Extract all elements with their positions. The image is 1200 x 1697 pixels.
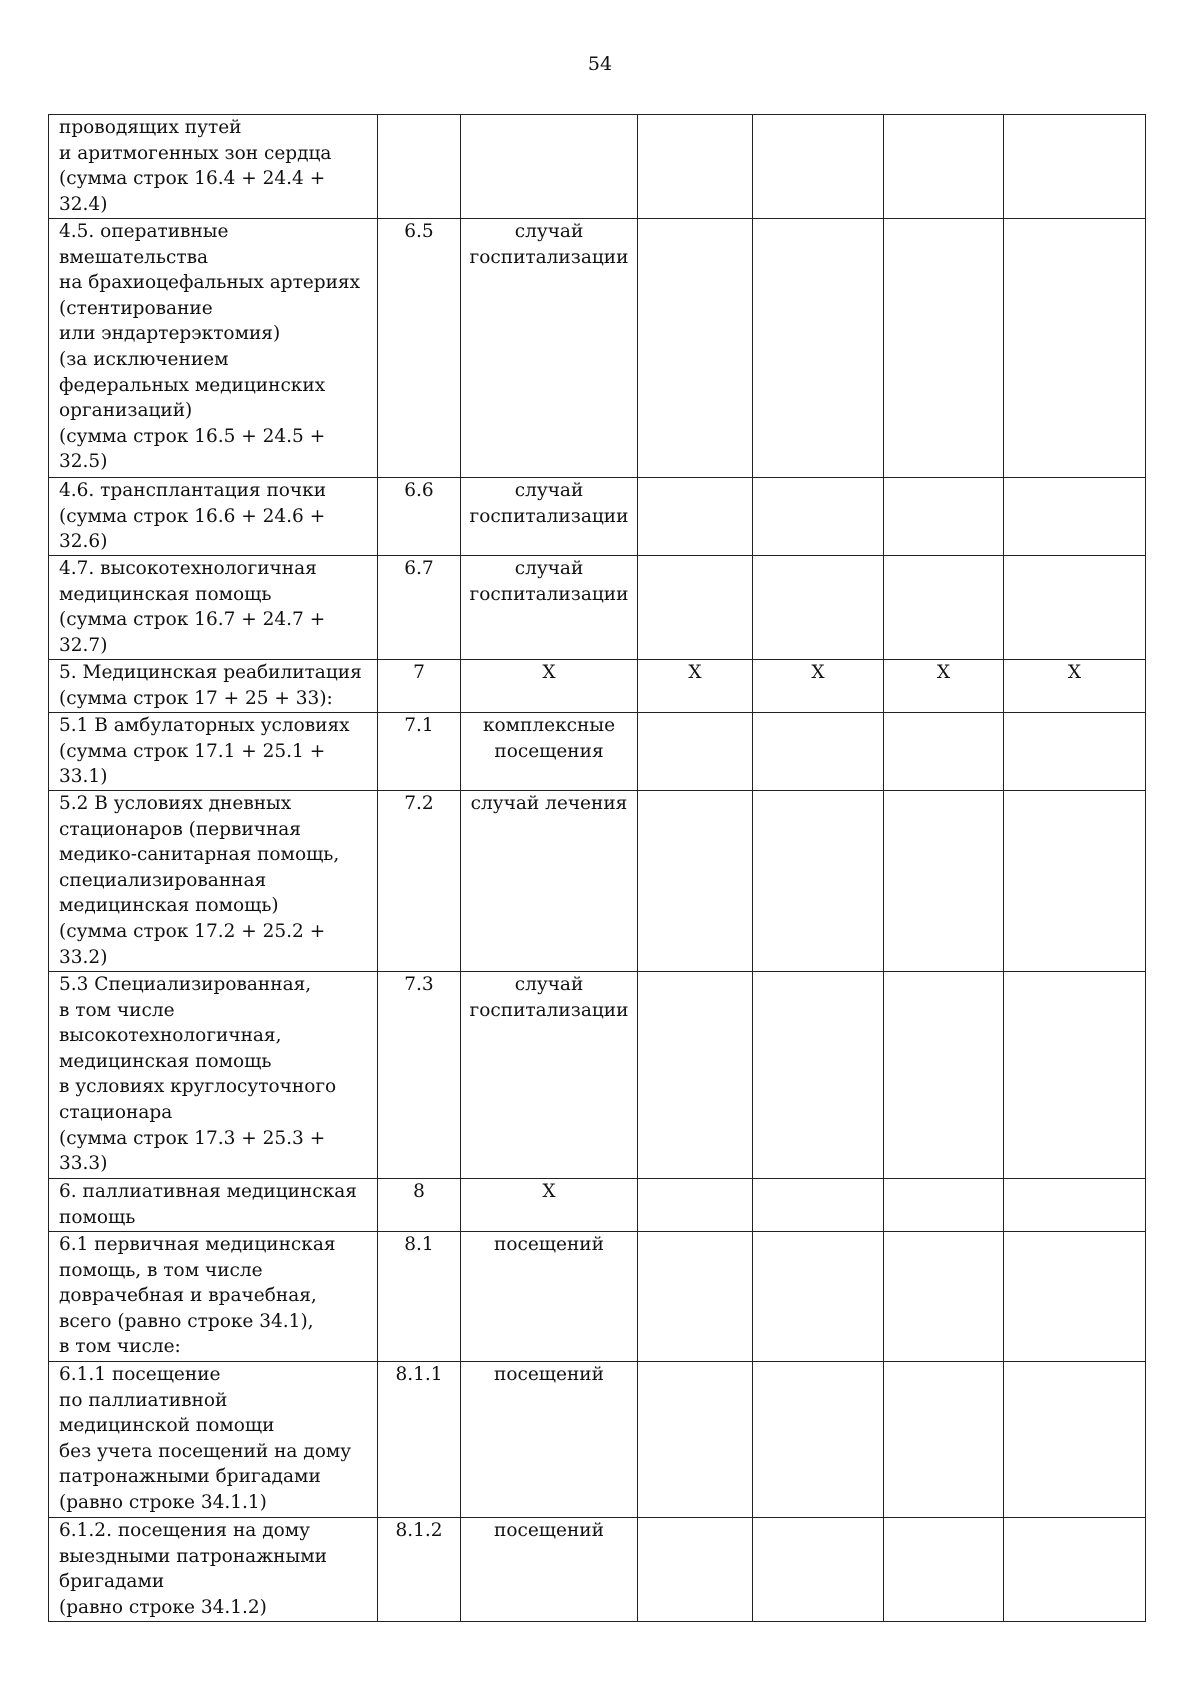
table-row [49, 1518, 1146, 1622]
row-name-cell: 6.1.2. посещения на дому выездными патронажными бригадами (равно строке 34.1.2) [49, 1518, 378, 1622]
row-name-cell: проводящих путей и аритмогенных зон сердца (сумма строк 16.4 + 24.4 + 32.4) [49, 115, 378, 219]
value-cell [638, 791, 753, 972]
value-cell [1004, 1362, 1146, 1518]
value-cell [753, 713, 884, 791]
table-row [49, 791, 1146, 972]
unit-cell: Х [461, 1179, 638, 1232]
value-cell [1004, 1518, 1146, 1622]
value-cell [753, 1362, 884, 1518]
table-row [49, 713, 1146, 791]
row-number-cell: 8.1.1 [378, 1362, 461, 1518]
row-name-cell: 4.5. оперативные вмешательства на брахиоцефальных артериях (стентирование или эндартерэктомия) (за исключением федеральных медицинских организаций) (сумма строк 16.5 + 24.5 + 32.5) [49, 219, 378, 478]
unit-cell: случай госпитализации [461, 972, 638, 1179]
table-row [49, 219, 1146, 478]
table-row [49, 556, 1146, 660]
unit-cell [461, 115, 638, 219]
table-row [49, 1362, 1146, 1518]
value-cell [638, 1362, 753, 1518]
value-cell [753, 219, 884, 478]
row-number-cell [378, 115, 461, 219]
value-cell [884, 972, 1004, 1179]
value-cell: Х [638, 660, 753, 713]
value-cell [1004, 478, 1146, 556]
value-cell [753, 972, 884, 1179]
row-name-cell: 5.3 Специализированная, в том числе высокотехнологичная, медицинская помощь в условиях круглосуточного стационара (сумма строк 17.3 + 25.3 + 33.3) [49, 972, 378, 1179]
table-row [49, 115, 1146, 219]
value-cell [753, 478, 884, 556]
row-name-cell: 6. паллиативная медицинская помощь [49, 1179, 378, 1232]
value-cell [1004, 791, 1146, 972]
value-cell [1004, 1179, 1146, 1232]
value-cell [884, 115, 1004, 219]
value-cell [1004, 713, 1146, 791]
value-cell [1004, 219, 1146, 478]
value-cell [753, 556, 884, 660]
value-cell: Х [884, 660, 1004, 713]
value-cell [884, 1362, 1004, 1518]
value-cell [884, 1232, 1004, 1362]
unit-cell: случай госпитализации [461, 556, 638, 660]
unit-cell: посещений [461, 1232, 638, 1362]
value-cell [638, 115, 753, 219]
value-cell [1004, 1232, 1146, 1362]
value-cell [753, 115, 884, 219]
value-cell [638, 1518, 753, 1622]
value-cell [884, 1179, 1004, 1232]
value-cell [884, 713, 1004, 791]
value-cell [884, 219, 1004, 478]
value-cell [753, 1232, 884, 1362]
unit-cell: Х [461, 660, 638, 713]
value-cell [638, 972, 753, 1179]
row-number-cell: 6.7 [378, 556, 461, 660]
value-cell [638, 219, 753, 478]
table-row [49, 1232, 1146, 1362]
indicators-table [48, 114, 1146, 1622]
value-cell [753, 1518, 884, 1622]
value-cell [884, 791, 1004, 972]
value-cell [1004, 115, 1146, 219]
row-number-cell: 7.3 [378, 972, 461, 1179]
row-name-cell: 6.1 первичная медицинская помощь, в том числе доврачебная и врачебная, всего (равно строке 34.1), в том числе: [49, 1232, 378, 1362]
row-number-cell: 8.1 [378, 1232, 461, 1362]
value-cell [753, 791, 884, 972]
unit-cell: случай госпитализации [461, 478, 638, 556]
value-cell [1004, 556, 1146, 660]
value-cell [638, 713, 753, 791]
row-name-cell: 5.1 В амбулаторных условиях (сумма строк 17.1 + 25.1 + 33.1) [49, 713, 378, 791]
row-name-cell: 5. Медицинская реабилитация (сумма строк 17 + 25 + 33): [49, 660, 378, 713]
row-number-cell: 6.5 [378, 219, 461, 478]
value-cell [1004, 972, 1146, 1179]
table-row [49, 972, 1146, 1179]
row-number-cell: 6.6 [378, 478, 461, 556]
row-number-cell: 7.1 [378, 713, 461, 791]
value-cell [638, 556, 753, 660]
value-cell: Х [1004, 660, 1146, 713]
table-row [49, 478, 1146, 556]
unit-cell: посещений [461, 1518, 638, 1622]
value-cell: Х [753, 660, 884, 713]
unit-cell: посещений [461, 1362, 638, 1518]
value-cell [753, 1179, 884, 1232]
row-number-cell: 7 [378, 660, 461, 713]
row-number-cell: 7.2 [378, 791, 461, 972]
value-cell [884, 1518, 1004, 1622]
row-name-cell: 6.1.1 посещение по паллиативной медицинской помощи без учета посещений на дому патронажными бригадами (равно строке 34.1.1) [49, 1362, 378, 1518]
value-cell [638, 1179, 753, 1232]
table-row [49, 660, 1146, 713]
row-number-cell: 8.1.2 [378, 1518, 461, 1622]
unit-cell: случай госпитализации [461, 219, 638, 478]
page-number: 54 [587, 53, 613, 75]
row-number-cell: 8 [378, 1179, 461, 1232]
value-cell [638, 478, 753, 556]
value-cell [638, 1232, 753, 1362]
table-row [49, 1179, 1146, 1232]
row-name-cell: 5.2 В условиях дневных стационаров (первичная медико-санитарная помощь, специализированная медицинская помощь) (сумма строк 17.2 + 25.2 + 33.2) [49, 791, 378, 972]
unit-cell: случай лечения [461, 791, 638, 972]
value-cell [884, 556, 1004, 660]
unit-cell: комплексные посещения [461, 713, 638, 791]
row-name-cell: 4.7. высокотехнологичная медицинская помощь (сумма строк 16.7 + 24.7 + 32.7) [49, 556, 378, 660]
row-name-cell: 4.6. трансплантация почки (сумма строк 16.6 + 24.6 + 32.6) [49, 478, 378, 556]
value-cell [884, 478, 1004, 556]
